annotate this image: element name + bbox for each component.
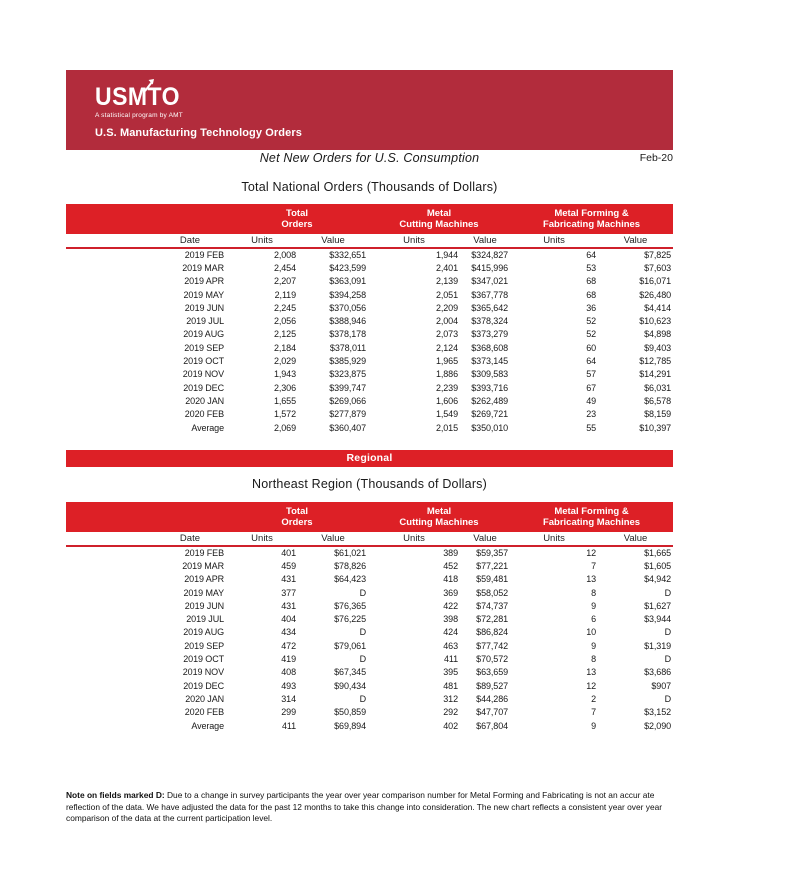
group-label-line: Cutting Machines (399, 517, 479, 528)
value-cell: 12 (586, 680, 597, 691)
value-cell: $332,651 (329, 250, 366, 261)
date-cell: 2019 APR (184, 276, 224, 287)
value-cell: 2,184 (273, 342, 296, 353)
value-cell: $368,608 (471, 342, 509, 353)
value-cell: $10,623 (639, 316, 672, 327)
logo-tagline: A statistical program by AMT (95, 112, 183, 119)
value-cell: D (664, 627, 672, 638)
value-cell: 13 (586, 667, 597, 678)
value-cell: $7,603 (644, 262, 672, 273)
value-cell: $59,357 (476, 548, 509, 559)
value-cell: 2,454 (273, 262, 296, 273)
table-row (66, 626, 673, 639)
value-cell: 57 (586, 369, 597, 380)
value-cell: D (359, 693, 366, 704)
date-cell: 2020 FEB (184, 409, 224, 420)
value-cell: $415,996 (471, 262, 509, 273)
date-cell: 2020 FEB (184, 707, 224, 718)
value-cell: 1,572 (273, 409, 296, 420)
value-cell: $86,824 (476, 627, 509, 638)
document-title: Net New Orders for U.S. Consumption (259, 151, 480, 165)
date-cell: 2019 AUG (183, 627, 224, 638)
group-header-row (66, 204, 673, 234)
value-cell: 398 (443, 614, 458, 625)
value-cell: 52 (586, 316, 597, 327)
date-cell: 2019 JUN (184, 302, 224, 313)
date-cell: Average (191, 422, 224, 433)
title-row (66, 151, 673, 167)
value-cell: 1,886 (435, 369, 458, 380)
group-header-date (66, 204, 226, 234)
value-cell: $72,281 (476, 614, 509, 625)
value-cell: $69,894 (334, 720, 366, 731)
date-cell: 2019 JUL (186, 316, 224, 327)
value-cell: 411 (443, 654, 458, 665)
value-cell: 369 (443, 587, 458, 598)
value-cell: $347,021 (471, 276, 509, 287)
date-cell: 2019 AUG (183, 329, 224, 340)
value-cell: D (359, 654, 366, 665)
value-cell: $365,642 (471, 302, 509, 313)
value-cell: $6,578 (644, 395, 672, 406)
value-cell: $70,572 (476, 654, 509, 665)
value-cell: 463 (443, 640, 458, 651)
banner-subtitle: U.S. Manufacturing Technology Orders (95, 127, 302, 139)
table-row (66, 666, 673, 679)
date-cell: 2019 APR (184, 574, 224, 585)
value-cell: 2,073 (435, 329, 458, 340)
value-cell: 9 (591, 720, 597, 731)
value-cell: D (664, 654, 672, 665)
group-label-line: Metal Forming & (554, 506, 629, 517)
value-cell: $1,319 (644, 640, 672, 651)
value-cell: $373,279 (471, 329, 509, 340)
value-cell: $7,825 (644, 250, 672, 261)
group-header-metal-forming (510, 204, 673, 234)
value-cell: 36 (586, 302, 597, 313)
value-cell: $388,946 (329, 316, 366, 327)
value-cell: $394,258 (329, 289, 366, 300)
footnote-line: comparison of the data at the current participation level. (66, 813, 273, 823)
date-cell: 2019 FEB (184, 250, 224, 261)
value-cell: $373,145 (471, 356, 509, 367)
column-header-value: Value (460, 532, 510, 546)
footnote-line (66, 790, 766, 802)
value-cell: 8 (591, 587, 597, 598)
group-label-line: Fabricating Machines (542, 219, 641, 230)
group-label-line: Metal (426, 506, 452, 517)
value-cell: $269,066 (329, 395, 366, 406)
table-row (66, 612, 673, 625)
footnote-label: Note on fields marked D: (66, 790, 165, 800)
table-row (66, 288, 673, 301)
column-header-units: Units (226, 532, 298, 546)
usmto-logo (95, 85, 187, 120)
value-cell: D (664, 693, 672, 704)
value-cell: 2,119 (274, 289, 296, 300)
value-cell: $378,324 (471, 316, 509, 327)
value-cell: $89,527 (476, 680, 509, 691)
table-row (66, 341, 673, 354)
value-cell: 395 (443, 667, 458, 678)
group-header-total-orders (226, 502, 368, 532)
date-cell: 2019 OCT (183, 356, 224, 367)
date-cell: 2020 JAN (185, 395, 224, 406)
value-cell: $12,785 (639, 356, 672, 367)
value-cell: $6,031 (644, 382, 672, 393)
value-cell: $50,859 (334, 707, 366, 718)
value-cell: $3,944 (644, 614, 672, 625)
value-cell: $9,403 (644, 342, 672, 353)
value-cell: 2,306 (273, 382, 296, 393)
table-row (66, 706, 673, 719)
value-cell: 481 (443, 680, 458, 691)
value-cell: 68 (586, 289, 597, 300)
value-cell: $385,929 (329, 356, 366, 367)
value-cell: 13 (586, 574, 597, 585)
table-row (66, 368, 673, 381)
group-header-metal-cutting (368, 204, 510, 234)
value-cell: $4,414 (644, 302, 672, 313)
value-cell: $423,599 (329, 262, 366, 273)
column-header-value: Value (460, 234, 510, 248)
value-cell: 9 (591, 640, 597, 651)
column-header-value: Value (598, 234, 673, 248)
date-cell: 2019 JUL (186, 614, 224, 625)
value-cell: $44,286 (476, 693, 509, 704)
value-cell: 53 (586, 262, 597, 273)
table-row (66, 408, 673, 421)
value-cell: $269,721 (471, 409, 509, 420)
value-cell: 402 (443, 720, 458, 731)
value-cell: 422 (443, 600, 458, 611)
column-header-units: Units (510, 234, 598, 248)
value-cell: $1,665 (644, 548, 672, 559)
table-row (66, 421, 673, 434)
group-label-line: Cutting Machines (399, 219, 479, 230)
value-cell: 2,051 (435, 289, 458, 300)
value-cell: 1,944 (435, 250, 458, 261)
table-row (66, 586, 673, 599)
column-header-units: Units (510, 532, 598, 546)
value-cell: $367,778 (471, 289, 509, 300)
group-header-date (66, 502, 226, 532)
table-row (66, 275, 673, 288)
value-cell: $324,827 (471, 250, 509, 261)
value-cell: $59,481 (476, 574, 509, 585)
date-cell: 2019 MAY (183, 587, 224, 598)
value-cell: 377 (281, 587, 296, 598)
value-cell: $58,052 (476, 587, 509, 598)
date-cell: 2019 SEP (184, 342, 224, 353)
date-cell: 2019 FEB (184, 548, 224, 559)
value-cell: 434 (281, 627, 296, 638)
group-label-line: Orders (281, 517, 313, 528)
value-cell: $363,091 (329, 276, 366, 287)
value-cell: 314 (281, 693, 296, 704)
value-cell: $370,056 (329, 302, 366, 313)
column-header-row (66, 234, 673, 248)
table-row (66, 394, 673, 407)
value-cell: 2,401 (435, 262, 458, 273)
value-cell: $64,423 (334, 574, 366, 585)
table-row (66, 261, 673, 274)
value-cell: 2,207 (273, 276, 296, 287)
value-cell: $76,365 (334, 600, 366, 611)
date-cell: 2019 NOV (182, 667, 224, 678)
value-cell: 431 (281, 574, 296, 585)
regional-banner: Regional (66, 450, 673, 467)
value-cell: $1,627 (644, 600, 672, 611)
value-cell: $16,071 (639, 276, 672, 287)
value-cell: 52 (586, 329, 597, 340)
value-cell: $79,061 (334, 640, 366, 651)
column-header-value: Value (598, 532, 673, 546)
northeast-section-title: Northeast Region (Thousands of Dollars) (252, 477, 487, 491)
value-cell: $378,178 (329, 329, 366, 340)
value-cell: 2,008 (273, 250, 296, 261)
value-cell: 459 (281, 560, 296, 571)
value-cell: 292 (443, 707, 458, 718)
value-cell: 6 (591, 614, 597, 625)
table-row (66, 639, 673, 652)
column-header-units: Units (368, 234, 460, 248)
value-cell: $4,898 (644, 329, 672, 340)
value-cell: 1,655 (273, 395, 296, 406)
value-cell: 2,004 (435, 316, 458, 327)
value-cell: 2,209 (435, 302, 458, 313)
column-header-value: Value (298, 234, 368, 248)
northeast-table-body (66, 546, 673, 732)
group-label-line: Total (286, 208, 308, 219)
value-cell: $8,159 (644, 409, 672, 420)
table-row (66, 573, 673, 586)
table-row (66, 354, 673, 367)
value-cell: 23 (586, 409, 597, 420)
logo-arrow-icon (142, 78, 156, 92)
group-header-metal-forming (510, 502, 673, 532)
date-cell: 2019 NOV (182, 369, 224, 380)
column-header-date: Date (66, 532, 226, 546)
value-cell: 401 (281, 548, 296, 559)
table-row (66, 719, 673, 732)
value-cell: 452 (443, 560, 458, 571)
value-cell: 299 (281, 707, 296, 718)
footnote-text: Due to a change in survey participants the year over year comparison number for Metal Forming and Fabricating is not an accur ate (164, 790, 655, 800)
value-cell: 55 (586, 422, 597, 433)
group-label-line: Metal Forming & (554, 208, 629, 219)
value-cell: $350,010 (471, 422, 509, 433)
group-label-line: Total (286, 506, 308, 517)
national-orders-table (66, 204, 673, 434)
date-cell: 2019 MAY (183, 289, 224, 300)
value-cell: $26,480 (639, 289, 672, 300)
footnote (66, 790, 766, 825)
date-cell: 2020 JAN (185, 693, 224, 704)
usmto-banner (66, 70, 673, 150)
value-cell: 10 (586, 627, 597, 638)
value-cell: $3,152 (644, 707, 672, 718)
date-cell: 2019 MAR (182, 560, 224, 571)
value-cell: $323,875 (329, 369, 366, 380)
group-label-line: Metal (426, 208, 452, 219)
value-cell: 1,549 (435, 409, 458, 420)
group-label-line: Fabricating Machines (542, 517, 641, 528)
group-label-line: Orders (281, 219, 313, 230)
value-cell: D (359, 627, 366, 638)
column-header-row (66, 532, 673, 546)
value-cell: 1,606 (435, 395, 458, 406)
table-row (66, 328, 673, 341)
national-section-title: Total National Orders (Thousands of Dollars) (241, 180, 498, 194)
group-header-metal-cutting (368, 502, 510, 532)
date-cell: 2019 MAR (182, 262, 224, 273)
value-cell: $907 (651, 680, 672, 691)
column-header-date: Date (66, 234, 226, 248)
group-header-total-orders (226, 204, 368, 234)
value-cell: D (664, 587, 672, 598)
value-cell: $67,345 (334, 667, 366, 678)
value-cell: $77,221 (476, 560, 509, 571)
column-header-units: Units (226, 234, 298, 248)
value-cell: $63,659 (476, 667, 509, 678)
value-cell: 404 (281, 614, 296, 625)
value-cell: 1,965 (435, 356, 458, 367)
value-cell: 2,124 (435, 342, 458, 353)
value-cell: 411 (281, 720, 296, 731)
value-cell: 431 (281, 600, 296, 611)
value-cell: $47,707 (476, 707, 509, 718)
value-cell: $378,011 (329, 342, 366, 353)
value-cell: 389 (443, 548, 458, 559)
value-cell: 7 (591, 707, 597, 718)
value-cell: $76,225 (334, 614, 366, 625)
value-cell: $1,605 (644, 560, 672, 571)
table-row (66, 248, 673, 261)
date-cell: 2019 SEP (184, 640, 224, 651)
value-cell: 424 (443, 627, 458, 638)
table-row (66, 381, 673, 394)
column-header-units: Units (368, 532, 460, 546)
table-row (66, 692, 673, 705)
report-date: Feb-20 (639, 152, 673, 164)
value-cell: $61,021 (334, 548, 366, 559)
value-cell: 8 (591, 654, 597, 665)
footnote-line: reflection of the data. We have adjusted the data for the past 12 months to take this change into consideration. The new chart reflects a consistent year over year (66, 801, 663, 812)
value-cell: 418 (443, 574, 458, 585)
value-cell: 67 (586, 382, 597, 393)
value-cell: $393,716 (471, 382, 509, 393)
value-cell: 68 (586, 276, 597, 287)
national-table-body (66, 248, 673, 434)
value-cell: $4,942 (644, 574, 672, 585)
value-cell: 1,943 (273, 369, 296, 380)
value-cell: 2 (591, 693, 597, 704)
value-cell: $77,742 (476, 640, 509, 651)
value-cell: $399,747 (329, 382, 366, 393)
value-cell: 2,125 (273, 329, 296, 340)
value-cell: 2,015 (435, 422, 458, 433)
column-header-value: Value (298, 532, 368, 546)
value-cell: $277,879 (329, 409, 366, 420)
value-cell: 2,029 (273, 356, 296, 367)
value-cell: $14,291 (639, 369, 672, 380)
value-cell: $262,489 (471, 395, 509, 406)
value-cell: 64 (586, 250, 597, 261)
value-cell: 2,245 (273, 302, 296, 313)
value-cell: 493 (281, 680, 296, 691)
value-cell: 472 (281, 640, 296, 651)
value-cell: 2,056 (273, 316, 296, 327)
value-cell: 7 (591, 560, 597, 571)
value-cell: 49 (586, 395, 597, 406)
table-row (66, 679, 673, 692)
date-cell: 2019 JUN (184, 600, 224, 611)
value-cell: 64 (586, 356, 597, 367)
value-cell: $360,407 (329, 422, 366, 433)
date-cell: 2019 DEC (183, 382, 224, 393)
value-cell: 2,239 (435, 382, 458, 393)
value-cell: 312 (443, 693, 458, 704)
table-row (66, 599, 673, 612)
value-cell: 408 (281, 667, 296, 678)
value-cell: $78,826 (334, 560, 366, 571)
value-cell: 60 (586, 342, 597, 353)
value-cell: $67,804 (476, 720, 509, 731)
value-cell: 419 (281, 654, 296, 665)
value-cell: D (359, 587, 366, 598)
date-cell: 2019 OCT (183, 654, 224, 665)
value-cell: 12 (586, 548, 597, 559)
value-cell: 2,139 (435, 276, 458, 287)
northeast-orders-table (66, 502, 673, 732)
usmto-logo-text: USMTO (95, 83, 180, 111)
value-cell: $309,583 (471, 369, 509, 380)
value-cell: $90,434 (334, 680, 366, 691)
date-cell: 2019 DEC (183, 680, 224, 691)
table-row (66, 559, 673, 572)
table-row (66, 301, 673, 314)
value-cell: $10,397 (639, 422, 672, 433)
table-row (66, 652, 673, 665)
table-row (66, 546, 673, 559)
value-cell: $74,737 (476, 600, 509, 611)
date-cell: Average (191, 720, 224, 731)
group-header-row (66, 502, 673, 532)
table-row (66, 314, 673, 327)
value-cell: $2,090 (644, 720, 672, 731)
value-cell: 2,069 (273, 422, 296, 433)
value-cell: $3,686 (644, 667, 672, 678)
value-cell: 9 (591, 600, 597, 611)
